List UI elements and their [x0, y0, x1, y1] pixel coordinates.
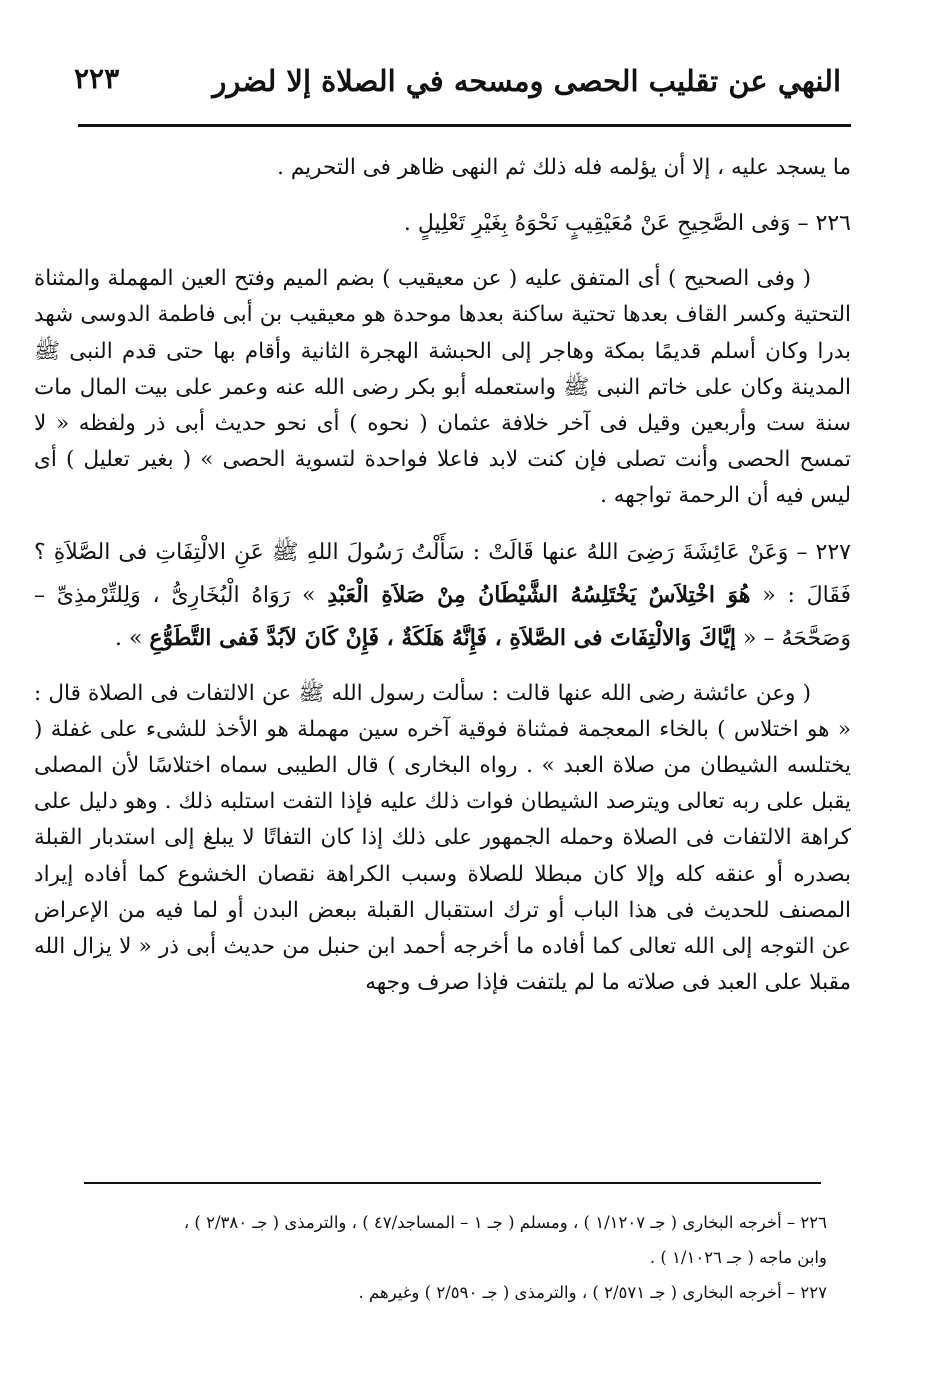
running-title: النهي عن تقليب الحصى ومسحه في الصلاة إلا لضرر [212, 64, 841, 98]
hadith-227-end: » . [114, 625, 150, 651]
footnote-227: ٢٢٧ – أخرجه البخارى ( جـ ٢/٥٧١ ) ، والترمذى ( جـ ٢/٥٩٠ ) وغيرهم . [358, 1283, 827, 1302]
commentary-227: ( وعن عائشة رضى الله عنها قالت : سألت رسول الله ﷺ عن الالتفات فى الصلاة قال : « هو اختلاس ) بالخاء المعجمة فمثناة فوقية آخره سين مهملة هو الأخذ للشىء على غفلة ( يختلسه الشيطان من صلاة العبد » . رواه البخارى ) قال الطيبى سماه اختلاسًا لأن المصلى يقبل على ربه تعالى ويترصد الشيطان فوات ذلك عليه فإذا التفت استلبه ذلك . وهو دليل على كراهة الالتفات فى الصلاة وحمله الجمهور على ذلك إذا كان التفاتًا لا يبلغ إلى استدبار القبلة بصدره أو عنقه كله وإلا كان مبطلا للصلاة وسبب الكراهة نقصان الخشوع كما أفاده إيراد المصنف للحديث فى هذا الباب أو ترك استقبال القبلة ببعض البدن أو لما فيه من الإعراض عن التوجه إلى الله تعالى كما أفاده ما أخرجه أحمد ابن حنبل من حديث أبى ذر « لا يزال الله مقبلا على العبد فى صلاته ما لم يلتفت فإذا صرف وجهه [34, 680, 851, 996]
hadith-227 [34, 531, 851, 660]
hadith-227-intro: ٢٢٧ – وَعَنْ عَائِشَةَ رَضِىَ اللهُ عنها قَالَتْ : سَأَلْتُ رَسُولَ اللهِ ﷺ عَنِ الالْتِفَاتِ فى الصَّلاَةِ ؟ فَقَالَ : « [34, 539, 851, 608]
footnote-226-continued: وابن ماجه ( جـ ١/١٠٢٦ ) . [649, 1248, 827, 1267]
continuation-paragraph: ما يسجد عليه ، إلا أن يؤلمه فله ذلك ثم النهى ظاهر فى التحريم . [277, 155, 851, 180]
footnote-rule [84, 1182, 821, 1184]
hadith-227-quote-2: إيَّاكَ وَالالْتِفَاتَ فى الصَّلاَةِ ، فَإِنَّهُ هَلَكَةٌ ، فَإِنْ كَانَ لاَبُدَّ فَفى التَّطَوُّعِ [149, 624, 737, 651]
page-header [70, 58, 851, 114]
footnotes [30, 1205, 827, 1310]
spacer [34, 245, 851, 261]
spacer [34, 515, 851, 531]
page-number: ٢٢٣ [74, 62, 120, 95]
header-rule [78, 124, 851, 127]
footnote-226: ٢٢٦ – أخرجه البخارى ( جـ ١/١٢٠٧ ) ، ومسلم ( جـ ١ – المساجد/٤٧ ) ، والترمذى ( جـ ٢/٣٨٠ ) ، [183, 1213, 827, 1232]
spacer [34, 186, 851, 202]
hadith-226: ٢٢٦ – وَفى الصَّحِيحِ عَنْ مُعَيْقِيبٍ نَحْوَهُ بِغَيْرِ تَعْلِيلٍ . [403, 211, 851, 237]
hadith-227-quote-1: هُوَ اخْتِلاَسٌ يَخْتَلِسُهُ الشَّيْطَانُ مِنْ صَلاَةِ الْعَبْدِ [327, 581, 751, 608]
main-text [34, 150, 851, 1001]
commentary-226: ( وفى الصحيح ) أى المتفق عليه ( عن معيقيب ) بضم الميم وفتح العين المهملة والمثناة التحتية وكسر القاف بعدها تحتية ساكنة بعدها موحدة هو معيقيب بن أبى فاطمة الدوسى شهد بدرا وكان أسلم قديمًا بمكة وهاجر إلى الحبشة الهجرة الثانية وأقام بها حتى قدم النبى ﷺ المدينة وكان على خاتم النبى ﷺ واستعمله أبو بكر رضى الله عنه وعمر على بيت المال مات سنة ست وأربعين وقيل فى آخر خلافة عثمان ( نحوه ) أى نحو حديث أبى ذر ولفظه « لا تمسح الحصى وأنت تصلى فإن كنت لابد فاعلا فواحدة لتسوية الحصى » ( بغير تعليل ) أى ليس فيه أن الرحمة تواجهه . [34, 266, 851, 509]
hadith-227-narration: » رَوَاهُ الْبُخَارِىُّ ، وَلِلتِّرْمذِىِّ – وَصَحَّحَهُ – « [34, 582, 851, 651]
spacer [34, 660, 851, 676]
